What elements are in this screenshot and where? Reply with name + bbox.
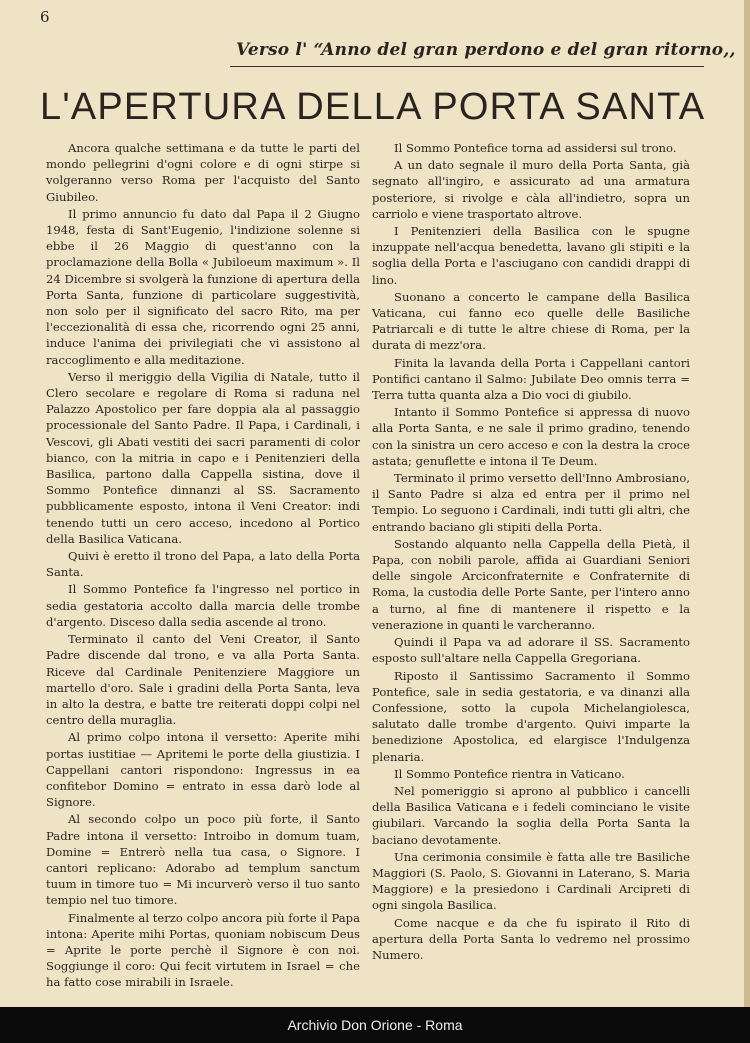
paragraph: Terminato il primo versetto dell'Inno Ambrosiano, il Santo Padre si alza ed entra per il primo nel Tempio. Lo seguono i Cardinali, indi tutti gli altri, che entrando baciano gli stipiti della Porta. [372, 471, 690, 534]
paragraph: I Penitenzieri della Basilica con le spugne inzuppate nell'acqua benedetta, lavano gli stipiti e la soglia della Porta e l'asciugano con candidi drappi di lino. [372, 224, 690, 287]
paragraph: Al primo colpo intona il versetto: Aperite mihi portas iustitiae — Apritemi le porte della giustizia. I Cappellani cantori rispondono: Ingressus in ea confitebor Domino = entrato in essa darò lode al Signore. [46, 730, 360, 810]
paragraph: Al secondo colpo un poco più forte, il Santo Padre intona il versetto: Introibo in domum tuam, Domine = Entrerò nella tua casa, o Signore. I cantori replicano: Adorabo ad templum sanctum tuum in timore tuo = Mi incurverò verso il tuo santo tempio nel tuo timore. [46, 812, 360, 908]
article-title: L'APERTURA DELLA PORTA SANTA [40, 86, 706, 128]
paragraph: Il Sommo Pontefice torna ad assidersi sul trono. [394, 141, 677, 155]
paragraph: Verso il meriggio della Vigilia di Natale, tutto il Clero secolare e regolare di Roma si raduna nel Palazzo Apostolico per fare doppia ala al passaggio processionale del Santo Padre. Il Papa, i Cardinali, i Vescovi, gli Abati vestiti dei sacri paramenti di color bianco, con la mitria in capo e i Penitenzieri della Basilica, partono dalla Cappella sistina, dove il Sommo Pontefice dinnanzi al SS. Sacramento pubblicamente esposto, intona il Veni Creator: indi tenendo tutti un cero acceso, incedono al Portico della Basilica Vaticana. [46, 369, 360, 546]
left-column [46, 140, 360, 992]
paragraph: Sostando alquanto nella Cappella della Pietà, il Papa, con nobili parole, affida ai Guardiani Seniori delle singole Arciconfraternite e Confraternite di Roma, la custodia delle Porte Sante, per l'intero anno a turno, al fine di mantenere il rispetto e la venerazione in quanti le varcheranno. [372, 536, 690, 632]
paragraph: Finalmente al terzo colpo ancora più forte il Papa intona: Aperite mihi Portas, quoniam nobiscum Deus = Aprite le porte perchè il Signore è con noi. Soggiunge il coro: Qui fecit virtutem in Israel = che ha fatto cose mirabili in Israele. [46, 910, 360, 990]
paragraph: Suonano a concerto le campane della Basilica Vaticana, cui fanno eco quelle delle Basiliche Patriarcali e di tutte le altre chiese di Roma, per la durata di mezz'ora. [372, 289, 690, 353]
paragraph: Il Sommo Pontefice rientra in Vaticano. [394, 766, 625, 781]
header-rule [230, 66, 704, 67]
archive-footer: Archivio Don Orione - Roma [0, 1007, 750, 1043]
paragraph: Una cerimonia consimile è fatta alle tre Basiliche Maggiori (S. Paolo, S. Giovanni in Laterano, S. Maria Maggiore) e la presiedono i Cardinali Arcipreti di ogni singola Basilica. [372, 849, 690, 913]
paragraph: Terminato il canto del Veni Creator, il Santo Padre discende dal trono, e va alla Porta Santa. Riceve dal Cardinale Penitenziere Maggiore un martello d'oro. Sale i gradini della Porta Santa, leva in alto la destra, e batte tre reiterati doppi colpi nel centro della muraglia. [46, 632, 360, 728]
page-edge [744, 0, 750, 1043]
running-head: Verso l' “Anno del gran perdono e del gran ritorno,, [236, 40, 736, 60]
paragraph: Finita la lavanda della Porta i Cappellani cantori Pontifici cantano il Salmo: Jubilate Deo omnis terra = Terra tutta quanta alza a Dio voci di giubilo. [372, 355, 690, 403]
paragraph: Intanto il Sommo Pontefice si appressa di nuovo alla Porta Santa, e ne sale il primo gradino, tenendo con la sinistra un cero acceso e con la destra la croce astata; genuflette e intona il Te Deum. [372, 405, 690, 468]
paragraph: Quivi è eretto il trono del Papa, a lato della Porta Santa. [46, 549, 360, 580]
paragraph: Quindi il Papa va ad adorare il SS. Sacramento esposto sull'altare nella Cappella Gregoriana. [372, 635, 690, 666]
paragraph: Come nacque e da che fu ispirato il Rito di apertura della Porta Santa lo vedremo nel prossimo Numero. [372, 915, 690, 962]
paragraph: Il primo annuncio fu dato dal Papa il 2 Giugno 1948, festa di Sant'Eugenio, l'indizione solenne si ebbe il 26 Maggio di quest'anno con la proclamazione della Bolla « Jubiloeum maximum ». Il 24 Dicembre si svolgerà la funzione di apertura della Porta Santa, funzione di particolare suggestività, non solo per il significato del sacro Rito, ma per l'eccezionalità di essa che, ricorrendo ogni 25 anni, induce l'anima dei privilegiati che vi assistono al raccoglimento e alla meditazione. [46, 206, 360, 367]
page-number: 6 [40, 8, 50, 26]
right-column [372, 140, 690, 964]
paragraph: Riposto il Santissimo Sacramento il Sommo Pontefice, sale in sedia gestatoria, e va dinanzi alla Confessione, sotto la cupola Michelangiolesca, salutato dalle trombe d'argento. Quivi imparte la benedizione Apostolica, ed elargisce l'Indulgenza plenaria. [372, 668, 690, 764]
paragraph: Il Sommo Pontefice fa l'ingresso nel portico in sedia gestatoria accolto dalla marcia delle trombe d'argento. Disceso dalla sedia ascende al trono. [46, 582, 360, 629]
paragraph: Nel pomeriggio si aprono al pubblico i cancelli della Basilica Vaticana e i fedeli cominciano le visite giubilari. Varcando la soglia della Porta Santa la baciano devotamente. [372, 783, 690, 847]
paragraph: Ancora qualche settimana e da tutte le parti del mondo pellegrini d'ogni colore e di ogni stirpe si volgeranno verso Roma per l'acquisto del Santo Giubileo. [46, 141, 360, 204]
paragraph: A un dato segnale il muro della Porta Santa, già segnato all'ingiro, e assicurato ad una armatura posteriore, si rivolge e càla all'indietro, sopra un carriolo e viene trasportato altrove. [372, 158, 690, 221]
